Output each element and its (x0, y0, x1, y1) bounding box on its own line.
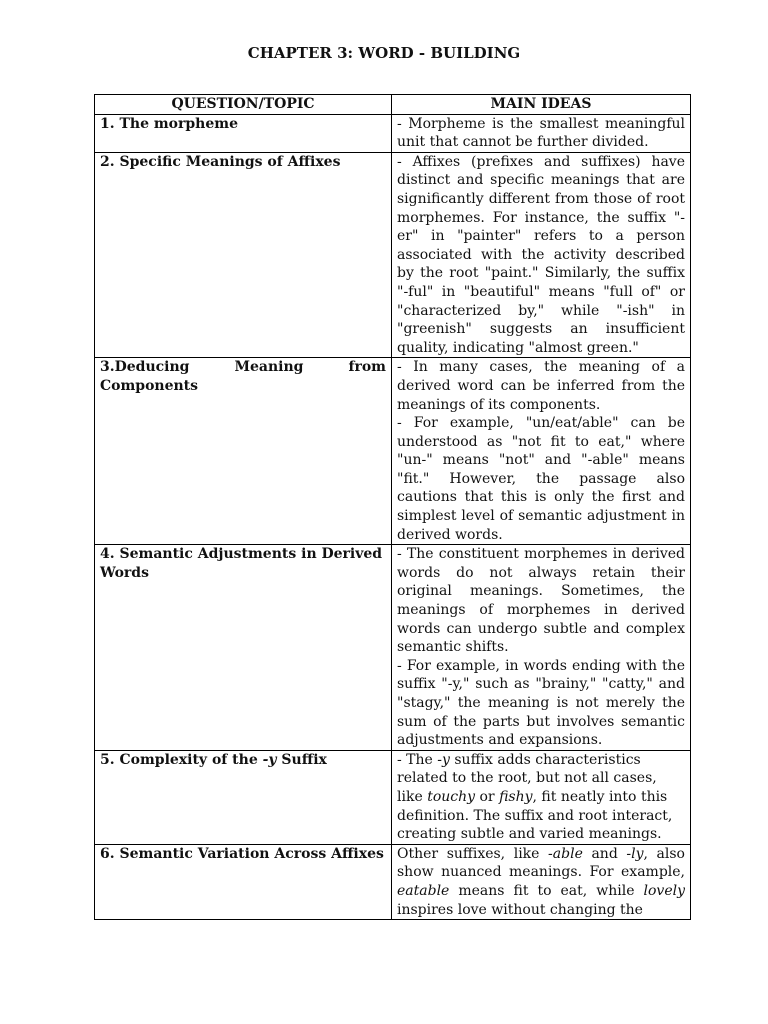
topic-word: Meaning (234, 359, 304, 376)
topic-suffix: -y (262, 751, 277, 768)
idea-text: means fit to eat, while (449, 882, 644, 899)
idea-emphasis: fishy (499, 788, 533, 805)
table-row (95, 844, 691, 919)
idea-text: or (475, 788, 500, 805)
topic-text: Suffix (276, 751, 327, 768)
table-row (95, 545, 691, 751)
idea-text: suffix adds characteristics related to the root, but not all cases, like (397, 751, 657, 805)
topic-cell (95, 750, 392, 844)
topic-word: 3.Deducing (100, 359, 190, 376)
notes-table (94, 94, 691, 920)
ideas-cell (392, 545, 691, 751)
ideas-cell (392, 358, 691, 545)
topic-cell: 1. The morpheme (95, 114, 392, 152)
idea-paragraph: - For example, in words ending with the suffix "-y," such as "brainy," "catty," and "stagy," the meaning is not merely the sum of the parts but involves semantic adjustments and expansions. (397, 657, 685, 749)
table-row (95, 358, 691, 545)
idea-text: - The (397, 751, 438, 768)
idea-paragraph: - The constituent morphemes in derived words do not always retain their original meanings. Sometimes, the meanings of morphemes in derived words can undergo subtle and complex semantic shifts. (397, 546, 685, 656)
idea-emphasis: -y (437, 751, 450, 768)
topic-line: Components (100, 377, 199, 394)
idea-text: Other suffixes, like (397, 845, 549, 862)
topic-cell: 4. Semantic Adjustments in Derived Words (95, 545, 392, 751)
column-header-main-ideas: MAIN IDEAS (392, 95, 691, 115)
idea-text: , also show nuanced meanings. For example, (397, 845, 685, 881)
topic-cell (95, 358, 392, 545)
idea-emphasis: lovely (643, 882, 685, 899)
page-title: CHAPTER 3: WORD - BUILDING (247, 44, 521, 62)
idea-emphasis: touchy (427, 788, 476, 805)
idea-paragraph (397, 845, 685, 919)
idea-text: and (582, 845, 627, 862)
idea-paragraph: - For example, "un/eat/able" can be understood as "not fit to eat," where "un-" means "not" and "-able" means "fit." However, the passage also cautions that this is only the first and simplest level of semantic adjustment in derived words. (397, 415, 685, 543)
table-row (95, 114, 691, 152)
ideas-cell (392, 152, 691, 358)
idea-paragraph: - In many cases, the meaning of a derived word can be inferred from the meanings of its components. (397, 359, 685, 413)
topic-text: 5. Complexity of the (100, 751, 263, 768)
table-row (95, 750, 691, 844)
column-header-topic: QUESTION/TOPIC (95, 95, 392, 115)
topic-cell: 2. Specific Meanings of Affixes (95, 152, 392, 358)
idea-text: , fit neatly into this definition. The suffix and root interact, creating subtle and varied meanings. (397, 788, 673, 843)
idea-paragraph: - Morpheme is the smallest meaningful unit that cannot be further divided. (397, 115, 685, 151)
idea-emphasis: -ly (626, 845, 644, 862)
table-header-row (95, 95, 691, 115)
clipped-content (397, 845, 685, 919)
table-row (95, 152, 691, 358)
idea-text: inspires love without changing the (397, 901, 643, 918)
topic-word: from (348, 359, 386, 376)
topic-cell: 6. Semantic Variation Across Affixes (95, 844, 392, 919)
idea-paragraph: - Affixes (prefixes and suffixes) have distinct and specific meanings that are significantly different from those of root morphemes. For instance, the suffix "-er" in "painter" refers to a person associated with the activity described by the root "paint." Similarly, the suffix "-ful" in "beautiful" means "full of" or "characterized by," while "-ish" in "greenish" suggests an insufficient quality, indicating "almost green." (397, 153, 685, 356)
idea-emphasis: -able (548, 845, 583, 862)
ideas-cell (392, 750, 691, 844)
idea-paragraph (397, 751, 685, 844)
ideas-cell (392, 114, 691, 152)
idea-emphasis: eatable (397, 882, 450, 899)
topic-line (100, 358, 386, 377)
ideas-cell (392, 844, 691, 919)
